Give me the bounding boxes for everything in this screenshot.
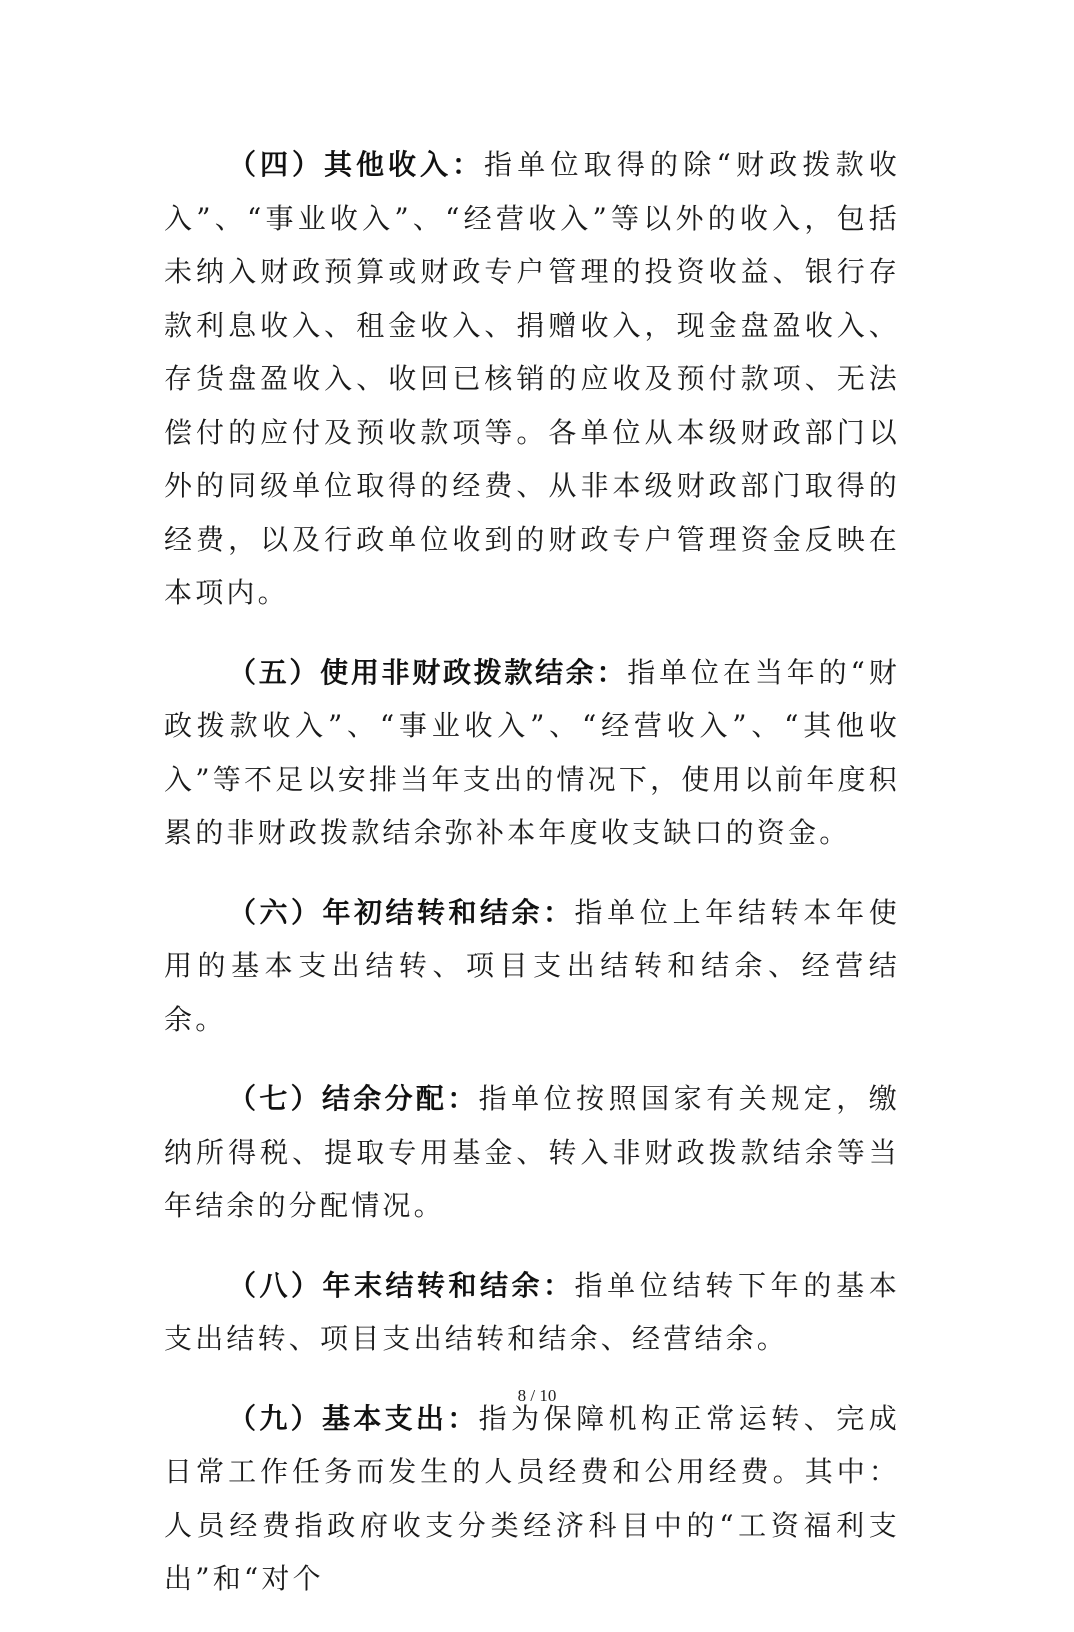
paragraph-opening-carryover — [164, 886, 900, 1047]
definition-surplus-distribution: 指单位按照国家有关规定，缴纳所得税、提取专用基金、转入非财政拨款结余等当年结余的分配情况。 — [164, 1082, 900, 1222]
term-basic-expenditure: （九）基本支出： — [228, 1401, 479, 1435]
term-surplus-distribution: （七）结余分配： — [228, 1082, 479, 1115]
paragraph-surplus-distribution — [164, 1072, 900, 1233]
definition-closing-carryover: 指单位结转下年的基本支出结转、项目支出结转和结余、经营结余。 — [164, 1268, 900, 1355]
paragraph-basic-expenditure — [164, 1392, 900, 1606]
term-other-income: （四）其他收入： — [228, 148, 485, 181]
paragraph-other-income — [164, 138, 900, 620]
term-opening-carryover: （六）年初结转和结余： — [228, 895, 575, 929]
definition-other-income: 指单位取得的除“财政拨款收入”、“事业收入”、“经营收入”等以外的收入，包括未纳入财政预算或财政专户管理的投资收益、银行存款利息收入、租金收入、捐赠收入，现金盘盈收入、存货盘盈收入、收回已核销的应收及预付款项、无法偿付的应付及预收款项等。各单位从本级财政部门以外的同级单位取得的经费、从非本级财政部门取得的经费，以及行政单位收到的财政专户管理资金反映在本项内。 — [164, 148, 900, 609]
definition-use-non-fiscal-balance: 指单位在当年的“财政拨款收入”、“事业收入”、“经营收入”、“其他收入”等不足以安排当年支出的情况下，使用以前年度积累的非财政拨款结余弥补本年度收支缺口的资金。 — [164, 655, 900, 849]
term-closing-carryover: （八）年末结转和结余： — [228, 1268, 575, 1302]
term-use-non-fiscal-balance: （五）使用非财政拨款结余： — [228, 655, 628, 689]
definition-basic-expenditure: 指为保障机构正常运转、完成日常工作任务而发生的人员经费和公用经费。其中：人员经费指政府收支分类经济科目中的“工资福利支出”和“对个 — [164, 1401, 900, 1595]
paragraph-closing-carryover — [164, 1259, 900, 1366]
paragraph-use-non-fiscal-balance — [164, 646, 900, 860]
page-number: 8 / 10 — [517, 1386, 557, 1405]
document-body — [164, 138, 900, 1632]
definition-opening-carryover: 指单位上年结转本年使用的基本支出结转、项目支出结转和结余、经营结余。 — [164, 895, 900, 1036]
